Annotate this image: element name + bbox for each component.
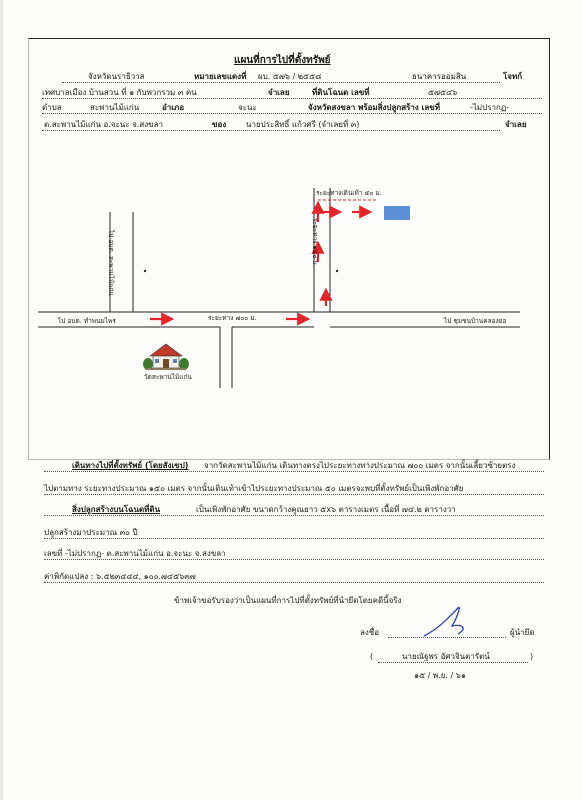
route-label: เดินทางไปที่ตั้งทรัพย์ (โดยสังเขป) bbox=[72, 461, 189, 470]
deed-no: ๕๗๕๔๖ bbox=[428, 88, 458, 97]
route-text-2: ไปตามทาง ระยะทางประมาณ ๑๕๐ เมตร จากนั้นเดินเท้าเข้าไประยะทางประมาณ ๕๐ เมตรจะพบที่ตั้งทรัพย์เป็นเพิงพักอาศัย bbox=[44, 484, 464, 493]
district-label: อำเภอ bbox=[162, 103, 185, 112]
name-line bbox=[378, 662, 528, 663]
house-text: เลขที่ -ไม่ปรากฏ- ต.สะพานไม้แก่น อ.จะนะ จ.สงขลา bbox=[44, 549, 226, 558]
distance-700-label: ระยะทาง ๗๐๐ ม. bbox=[208, 314, 257, 322]
role-label: ผู้นำยึด bbox=[510, 628, 535, 637]
sign-label: ลงชื่อ bbox=[360, 628, 380, 637]
subdistrict: สะพานไม้แก่น bbox=[90, 103, 140, 112]
plaintiff-name: ธนาคารออมสิน bbox=[412, 72, 467, 81]
road-top-label: ไป อบต. สะพานไม้แก่น bbox=[107, 230, 115, 296]
build-label: สิ่งปลูกสร้างบนโฉนดที่ดิน bbox=[72, 505, 161, 514]
build-text: เป็นเพิงพักอาศัย ขนาดกว้างคูณยาว ๕x๖ ตารางเมตร เนื้อที่ ๗๔.๒ ตารางวา bbox=[196, 505, 456, 514]
defendant-name: เทศบาลเมือง บ้านสวน ที่ ๑ กับพวกรวม ๓ คน bbox=[42, 88, 197, 97]
owner-name: นายประสิทธิ์ แก้วศรี (จำเลยที่ ๓) bbox=[246, 120, 360, 129]
province-name: จังหวัดนราธิวาส bbox=[88, 72, 145, 81]
defendant-label: จำเลย bbox=[268, 88, 290, 97]
coordinates: ค่าพิกัดแปลง : ๖.๕๒๓๔๔๔, ๑๐๐.๗๔๕๖๓๗ bbox=[44, 572, 196, 581]
address: ต.สะพานไม้แก่น อ.จะนะ จ.สงขลา bbox=[44, 120, 163, 129]
house-no: -ไม่ปรากฏ- bbox=[470, 103, 510, 112]
road-right-label: ไป ชุมชนบ้านคลองยอ bbox=[444, 317, 507, 325]
sign-date: ๑๕ / พ.ย. / ๖๑ bbox=[414, 671, 466, 680]
case-no-label: หมายเลขแดงที่ bbox=[194, 72, 247, 81]
distance-50-label: ระยะทางเดินเท้า ๕๐ ม. bbox=[316, 189, 382, 197]
distance-150-label: ระยะทาง ๑๕๐ ม. bbox=[311, 218, 319, 267]
age-text: ปลูกสร้างมาประมาณ ๓๐ ปี bbox=[44, 528, 138, 537]
deed-label: ที่ดินโฉนด เลขที่ bbox=[312, 88, 370, 97]
certify-text: ข้าพเจ้าขอรับรองว่าเป็นแผนที่การไปที่ตั้งทรัพย์ที่นำยึดโดยคดีนี้จริง bbox=[174, 596, 402, 605]
owner-of-label: ของ bbox=[212, 120, 227, 129]
province-build-label: จังหวัดสงขลา พร้อมสิ่งปลูกสร้าง เลขที่ bbox=[308, 103, 440, 112]
handwritten-signature bbox=[424, 607, 463, 636]
paren-close: ) bbox=[530, 652, 534, 661]
paren-open: ( bbox=[370, 652, 374, 661]
plaintiff-label: โจทก์ bbox=[503, 72, 523, 81]
temple-label: วัดสะพานไม้แก่น bbox=[144, 373, 192, 381]
defendant-label-2: จำเลย bbox=[505, 120, 527, 129]
district: จะนะ bbox=[238, 103, 257, 112]
page-title: แผนที่การไปที่ตั้งทรัพย์ bbox=[234, 55, 331, 66]
subdistrict-label: ตำบล bbox=[42, 103, 62, 112]
road-left-label: ไป อบต. ทำพนมไพร bbox=[58, 317, 116, 325]
case-no: ผบ. ๕๗๖ / ๒๕๕๘ bbox=[258, 72, 322, 81]
route-text-1: จากวัดสะพานไม้แก่น เดินทางตรงไประยะทางทางประมาณ ๗๐๐ เมตร จากนั้นเลี้ยวซ้ายตรง bbox=[204, 461, 516, 470]
signer-name: นายณัฐพร อัศวจินดารัตน์ bbox=[402, 652, 490, 661]
